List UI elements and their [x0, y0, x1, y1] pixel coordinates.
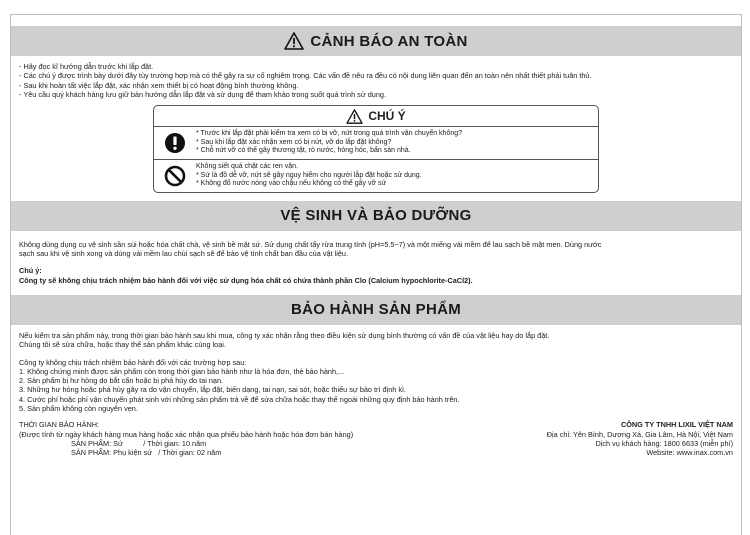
warning-triangle-icon: [284, 32, 304, 50]
warranty-footer: [11, 420, 741, 457]
maintenance-body: [11, 240, 741, 285]
maintenance-section-header: [11, 201, 741, 231]
warranty-section-header: [11, 295, 741, 325]
warranty-intro-line: Chúng tôi sẽ sửa chữa, hoặc thay thế sản phẩm khác cùng loại.: [19, 340, 226, 350]
safety-title: CẢNH BÁO AN TOÀN: [310, 32, 468, 50]
maintenance-note-text: Công ty sẽ không chịu trách nhiệm bảo hành đối với việc sử dụng hóa chất có chứa thành phần Clo (Calcium hypochlorite-CaCl2).: [19, 275, 473, 285]
document-page: [10, 14, 742, 535]
warranty-period: [19, 420, 353, 457]
warranty-period-note: (Được tính từ ngày khách hàng mua hàng hoặc xác nhận qua phiếu bảo hành hoặc hóa đơn bán hàng): [19, 429, 354, 439]
exclamation-circle-icon: [164, 132, 186, 154]
safety-section-header: [11, 26, 741, 56]
company-address: Địa chỉ: Yên Bình, Dương Xá, Gia Lâm, Hà Nội, Việt Nam: [546, 429, 733, 439]
warning-triangle-icon: [346, 109, 363, 124]
warranty-period-item: SẢN PHẨM: Phụ kiện sứ / Thời gian: 02 năm: [71, 448, 222, 458]
exclusion-item: 4. Cước phí hoặc phí vận chuyển phát sinh với những sản phẩm trả về để sửa chữa hoặc thay thế ngoài những quy định bảo hành trên.: [19, 394, 460, 404]
exclusion-item: 2. Sản phẩm bị hư hỏng do bắt cẩn hoặc bị phá hủy do tai nạn.: [19, 376, 224, 386]
company-hotline: Dịch vụ khách hàng: 1800 6633 (miễn phí): [595, 438, 733, 448]
notice-prohibited-row: [154, 159, 598, 192]
exclusion-item: 3. Những hư hỏng hoặc phá hủy gây ra do vận chuyển, lắp đặt, biến dạng, tai nạn, sai sót, hoặc thiếu sự bảo trì định kì.: [19, 385, 407, 395]
maintenance-line: sạch sau khi vệ sinh xong và dùng vải mềm lau chùi sạch sẽ để bảo vệ tính chất ban đầu của vật liệu.: [19, 249, 348, 259]
warranty-period-item: SẢN PHẨM: Sứ / Thời gian: 10 năm: [71, 438, 207, 448]
warranty-body: [11, 331, 741, 413]
mandatory-line: * Sau khi lắp đặt xác nhận xem có bị nứt, vỡ do lắp đặt không?: [196, 138, 392, 146]
maintenance-title: VỆ SINH VÀ BẢO DƯỠNG: [280, 207, 472, 225]
safety-line: - Sau khi hoàn tất việc lắp đặt, xác nhận xem thiết bị có hoạt động bình thường không.: [19, 80, 299, 90]
prohibited-icon: [164, 165, 186, 187]
exclusion-item: 5. Sản phẩm không còn nguyên vẹn.: [19, 404, 138, 414]
warranty-title: BẢO HÀNH SẢN PHẨM: [290, 301, 462, 319]
company-website: Website: www.inax.com.vn: [646, 448, 733, 458]
safety-line: - Hãy đọc kĩ hướng dẫn trước khi lắp đặt.: [19, 62, 154, 71]
notice-mandatory-row: [154, 127, 598, 159]
maintenance-line: Không dùng dụng cụ vệ sinh sần sùi hoặc hóa chất chà, vệ sinh bề mặt sứ. Sử dụng chất tẩy rửa trung tính (pH=5.5~7) và một miếng vải mềm để lau sạch bề mặt men. Dùng nước: [19, 239, 602, 249]
warranty-period-title: THỜI GIAN BẢO HÀNH:: [19, 420, 100, 430]
company-name: CÔNG TY TNHH LIXIL VIỆT NAM: [620, 420, 733, 430]
notice-header: [154, 106, 598, 127]
mandatory-line: * Trước khi lắp đặt phải kiểm tra xem có bị vỡ, nứt trong quá trình vận chuyển không?: [196, 130, 463, 138]
safety-instructions: [11, 62, 741, 99]
prohibited-line: * Sứ là đồ dễ vỡ, nứt sẽ gây nguy hiểm cho người lắp đặt hoặc sử dụng.: [196, 171, 422, 179]
warranty-intro-line: Nếu kiểm tra sản phẩm này, trong thời gian bảo hành sau khi mua, công ty xác nhận rằng theo điều kiện sử dụng bình thường có vấn đề của vật liệu hay do lắp đặt.: [19, 330, 550, 340]
maintenance-note-label: Chú ý:: [19, 266, 42, 276]
safety-line: - Các chú ý được trình bày dưới đây tùy trường hợp mà có thể gây ra sự cố nghiêm trọng. Các vấn đề nêu ra đều có nội dung liên quan đến an toàn nên nhất thiết phải tuân thủ.: [19, 71, 592, 81]
exclusions-title: Công ty không chịu trách nhiệm bảo hành đối với các trường hợp sau:: [19, 357, 247, 367]
safety-line: - Yêu cầu quý khách hàng lưu giữ bản hướng dẫn lắp đặt và sử dụng để tham khảo trong suốt quá trình sử dụng.: [19, 89, 386, 99]
company-info: [547, 420, 733, 457]
notice-title: CHÚ Ý: [368, 109, 406, 124]
mandatory-line: * Chỗ nứt vỡ có thể gây thương tật, rò nước, hỏng hóc, bẩn sàn nhà.: [196, 147, 411, 155]
notice-box: [153, 105, 599, 193]
prohibited-line: * Không đổ nước nóng vào chậu nếu không có thể gây vỡ sứ: [196, 180, 387, 188]
prohibited-line: Không siết quá chặt các ren vặn.: [196, 162, 298, 170]
exclusion-item: 1. Không chứng minh được sản phẩm còn trong thời gian bảo hành như là hóa đơn, thẻ bảo hành,...: [19, 366, 345, 376]
